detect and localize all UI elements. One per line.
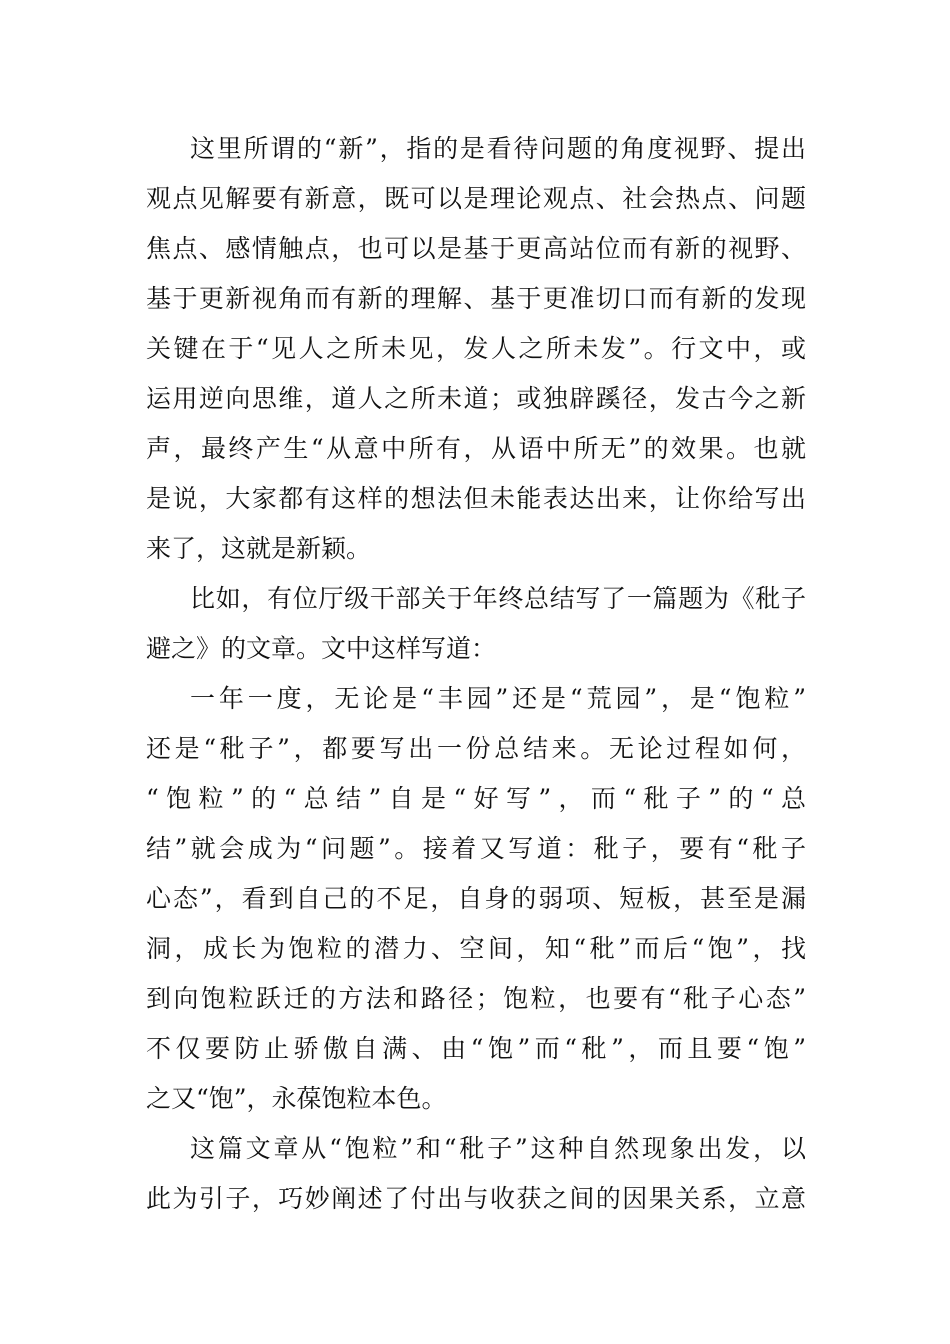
text-line: 来了，这就是新颖。	[146, 534, 372, 563]
text-line: 观点见解要有新意，既可以是理论观点、社会热点、问题	[146, 184, 806, 213]
text-line: 不仅要防止骄傲自满、由“饱”而“秕”，而且要“饱”	[146, 1034, 806, 1063]
text-line: 一年一度，无论是“丰园”还是“荒园”，是“饱粒”	[190, 684, 806, 713]
text-line: 此为引子，巧妙阐述了付出与收获之间的因果关系，立意	[146, 1184, 806, 1213]
text-line: 还是“秕子”，都要写出一份总结来。无论过程如何，	[146, 734, 806, 763]
paragraph-example-intro	[146, 574, 806, 674]
text-line: 焦点、感情触点，也可以是基于更高站位而有新的视野、	[146, 234, 806, 263]
paragraph-novelty	[146, 124, 806, 574]
text-line: 心态”，看到自己的不足，自身的弱项、短板，甚至是漏	[146, 884, 806, 913]
text-line: 结”就会成为“问题”。接着又写道：秕子，要有“秕子	[146, 834, 806, 863]
text-line: 运用逆向思维，道人之所未道；或独辟蹊径，发古今之新	[146, 384, 806, 413]
body-text	[146, 124, 806, 1224]
text-line: 比如，有位厅级干部关于年终总结写了一篇题为《秕子	[190, 584, 806, 613]
text-line: 这里所谓的“新”，指的是看待问题的角度视野、提出	[190, 134, 806, 163]
text-line: 到向饱粒跃迁的方法和路径；饱粒，也要有“秕子心态”	[146, 984, 806, 1013]
text-line: 是说，大家都有这样的想法但未能表达出来，让你给写出	[146, 484, 806, 513]
text-line: 关键在于“见人之所未见，发人之所未发”。行文中，或	[146, 334, 806, 363]
paragraph-quoted-article	[146, 674, 806, 1124]
text-line: 这篇文章从“饱粒”和“秕子”这种自然现象出发，以	[190, 1134, 806, 1163]
paragraph-analysis	[146, 1124, 806, 1224]
text-line: “饱粒”的“总结”自是“好写”，而“秕子”的“总	[146, 784, 806, 813]
text-line: 避之》的文章。文中这样写道：	[146, 634, 497, 663]
text-line: 洞，成长为饱粒的潜力、空间，知“秕”而后“饱”，找	[146, 934, 806, 963]
text-line: 声，最终产生“从意中所有，从语中所无”的效果。也就	[146, 434, 806, 463]
text-line: 基于更新视角而有新的理解、基于更准切口而有新的发现	[146, 284, 806, 313]
text-line: 之又“饱”，永葆饱粒本色。	[146, 1084, 447, 1113]
